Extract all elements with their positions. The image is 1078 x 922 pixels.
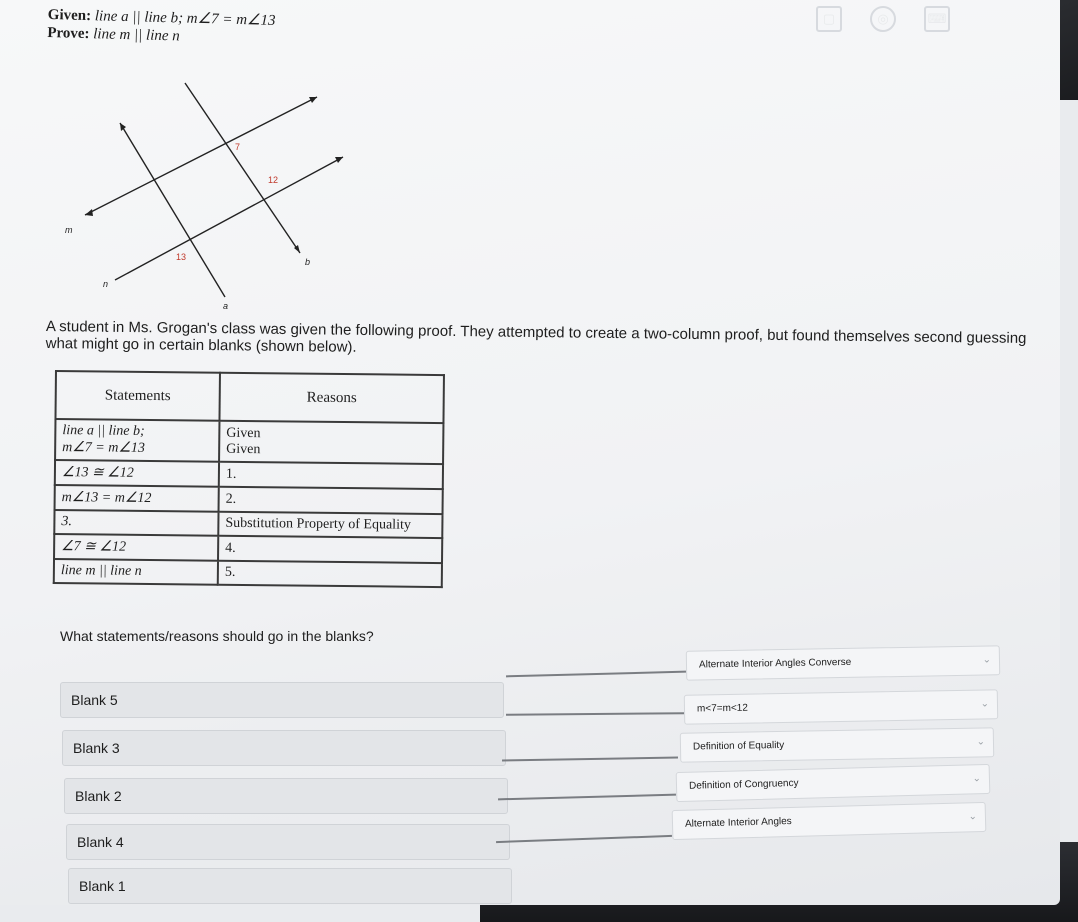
answer-option[interactable] [680,727,994,762]
given-label: Given: [47,6,92,25]
proof-row [54,559,442,587]
statement-cell: line m || line n [54,559,218,585]
problem-prompt: A student in Ms. Grogan's class was given the following proof. They attempted to create a two-column proof, but found themselves second guessing what might go in certain blanks (shown below). [45,318,1027,356]
reason-cell: Substitution Property of Equality [218,512,442,538]
line-b-label: b [305,257,311,267]
line-b [185,83,300,253]
statement-cell: m∠13 = m∠12 [55,485,219,512]
angle-7-label: 7 [235,142,241,152]
match-connector [502,756,678,761]
match-connector [496,835,672,843]
statements-header: Statements [55,371,219,421]
answer-label: m<7=m<12 [696,702,748,715]
chevron-down-icon: ⌄ [968,811,978,823]
blank-3-target[interactable]: Blank 3 [62,730,506,766]
prove-label: Prove: [47,24,90,43]
statement-cell: ∠7 ≅ ∠12 [54,534,218,561]
reason-cell: Given [226,441,261,457]
answer-label: Alternate Interior Angles Converse [698,656,852,671]
blank-5-target[interactable]: Blank 5 [60,682,504,718]
chevron-down-icon: ⌄ [980,698,990,710]
blank-4-target[interactable]: Blank 4 [66,824,510,860]
line-m-label: m [65,225,73,235]
toolbar-icons [816,6,950,32]
angle-13-label: 13 [176,252,187,262]
line-m [85,97,317,215]
reason-cell: 2. [219,487,443,514]
chevron-down-icon: ⌄ [972,773,982,785]
prove-text: line m || line n [93,26,180,45]
answer-label: Definition of Congruency [688,777,799,792]
match-connector [506,712,684,716]
geometry-figure [55,65,355,315]
given-block [47,6,276,48]
proof-row [55,419,443,464]
statement-cell: ∠13 ≅ ∠12 [55,460,219,487]
match-connector [506,671,686,678]
answer-option[interactable] [672,802,987,840]
angle-12-label: 12 [268,175,279,185]
statement-cell: m∠7 = m∠13 [62,440,146,456]
reason-cell: 5. [218,561,442,587]
given-text: line a || line b; m∠7 = m∠13 [94,8,276,29]
answer-option[interactable] [676,764,991,802]
chevron-down-icon: ⌄ [976,736,986,748]
answer-label: Alternate Interior Angles [684,815,792,830]
answer-option[interactable] [686,645,1000,680]
answer-option[interactable] [684,689,998,724]
reasons-header: Reasons [219,373,443,423]
keyboard-icon[interactable]: ⌨ [924,6,950,32]
line-n-label: n [103,279,109,289]
reason-cell: 4. [218,536,442,563]
blank-1-target[interactable]: Blank 1 [68,868,512,904]
question-text: What statements/reasons should go in the blanks? [60,628,374,644]
line-a [120,123,225,297]
chevron-down-icon: ⌄ [982,654,992,666]
proof-table [53,370,445,588]
statement-cell: 3. [54,510,218,536]
reason-cell: Given [226,425,261,441]
reason-cell: 1. [219,462,443,489]
bookmark-icon[interactable]: ▢ [816,6,842,32]
statement-cell: line a || line b; [62,423,145,439]
accessibility-icon[interactable]: ◎ [870,6,896,32]
line-a-label: a [223,301,229,311]
blank-2-target[interactable]: Blank 2 [64,778,508,814]
match-connector [498,794,676,801]
answer-label: Definition of Equality [692,739,785,753]
